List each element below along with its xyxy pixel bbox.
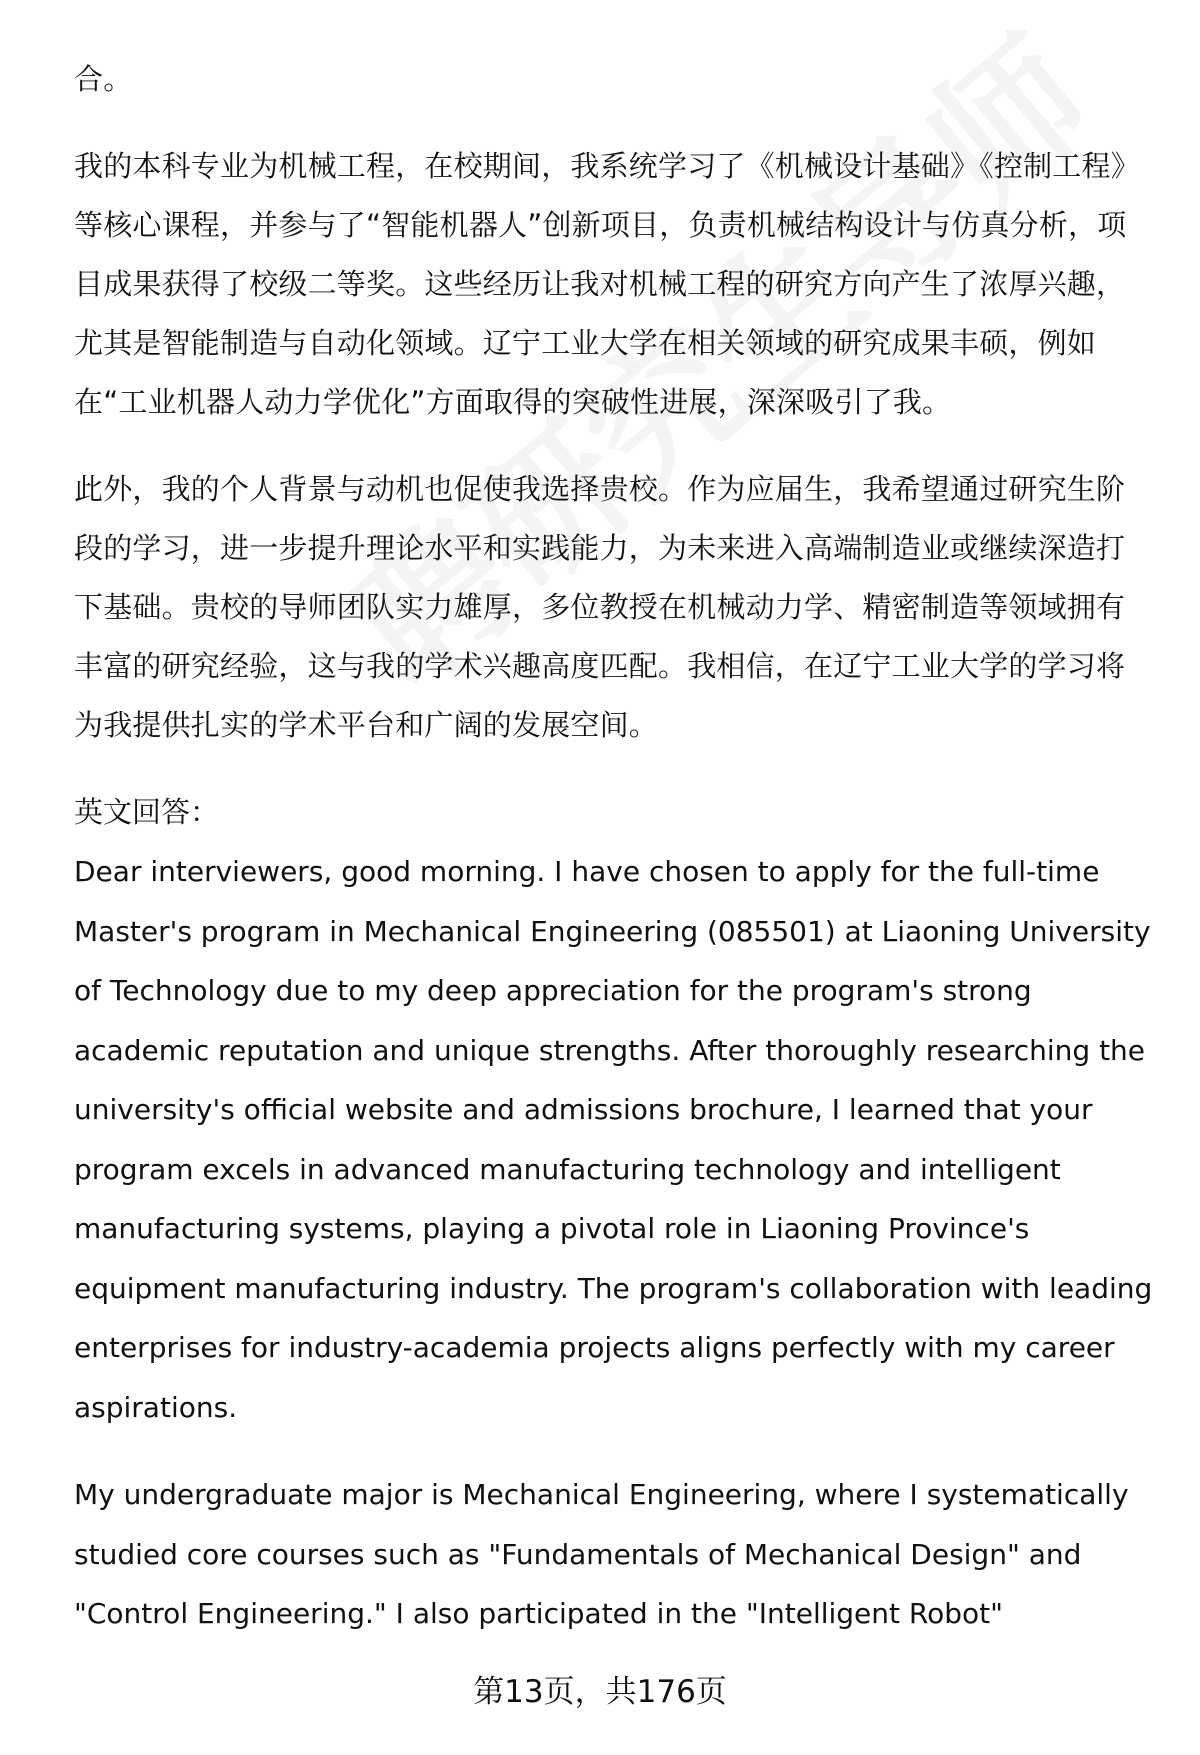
document-body	[74, 50, 1154, 1672]
paragraph-zh-3: 此外，我的个人背景与动机也促使我选择贵校。作为应届生，我希望通过研究生阶段的学习，进一步提升理论水平和实践能力，为未来进入高端制造业或继续深造打下基础。贵校的导师团队实力雄厚，多位教授在机械动力学、精密制造等领域拥有丰富的研究经验，这与我的学术兴趣高度匹配。我相信，在辽宁工业大学的学习将为我提供扎实的学术平台和广阔的发展空间。	[74, 472, 1126, 742]
paragraph-en-2: My undergraduate major is Mechanical Engineering, where I systematically studied core courses such as "Fundamentals of Mechanical Design" and "Control Engineering." I also participated in the "Intelligent Robot"	[74, 1478, 1129, 1630]
english-answer-label: 英文回答：	[74, 795, 220, 829]
paragraph-zh-1: 合。	[74, 62, 133, 96]
page-footer: 第13页，共176页	[473, 1674, 727, 1710]
paragraph-en-1: Dear interviewers, good morning. I have chosen to apply for the full-time Master's program in Mechanical Engineering (085501) at Liaoning University of Technology due to my deep appreciation for the program's strong academic reputation and unique strengths. After thoroughly researching the university's official website and admissions brochure, I learned that your program excels in advanced manufacturing technology and intelligent manufacturing systems, playing a pivotal role in Liaoning Province's equipment manufacturing industry. The program's collaboration with leading enterprises for industry-academia projects aligns perfectly with my career aspirations.	[74, 855, 1153, 1424]
paragraph-zh-2: 我的本科专业为机械工程，在校期间，我系统学习了《机械设计基础》《控制工程》等核心课程，并参与了“智能机器人”创新项目，负责机械结构设计与仿真分析，项目成果获得了校级二等奖。这些经历让我对机械工程的研究方向产生了浓厚兴趣，尤其是智能制造与自动化领域。辽宁工业大学在相关领域的研究成果丰硕，例如在“工业机器人动力学优化”方面取得的突破性进展，深深吸引了我。	[74, 149, 1140, 419]
